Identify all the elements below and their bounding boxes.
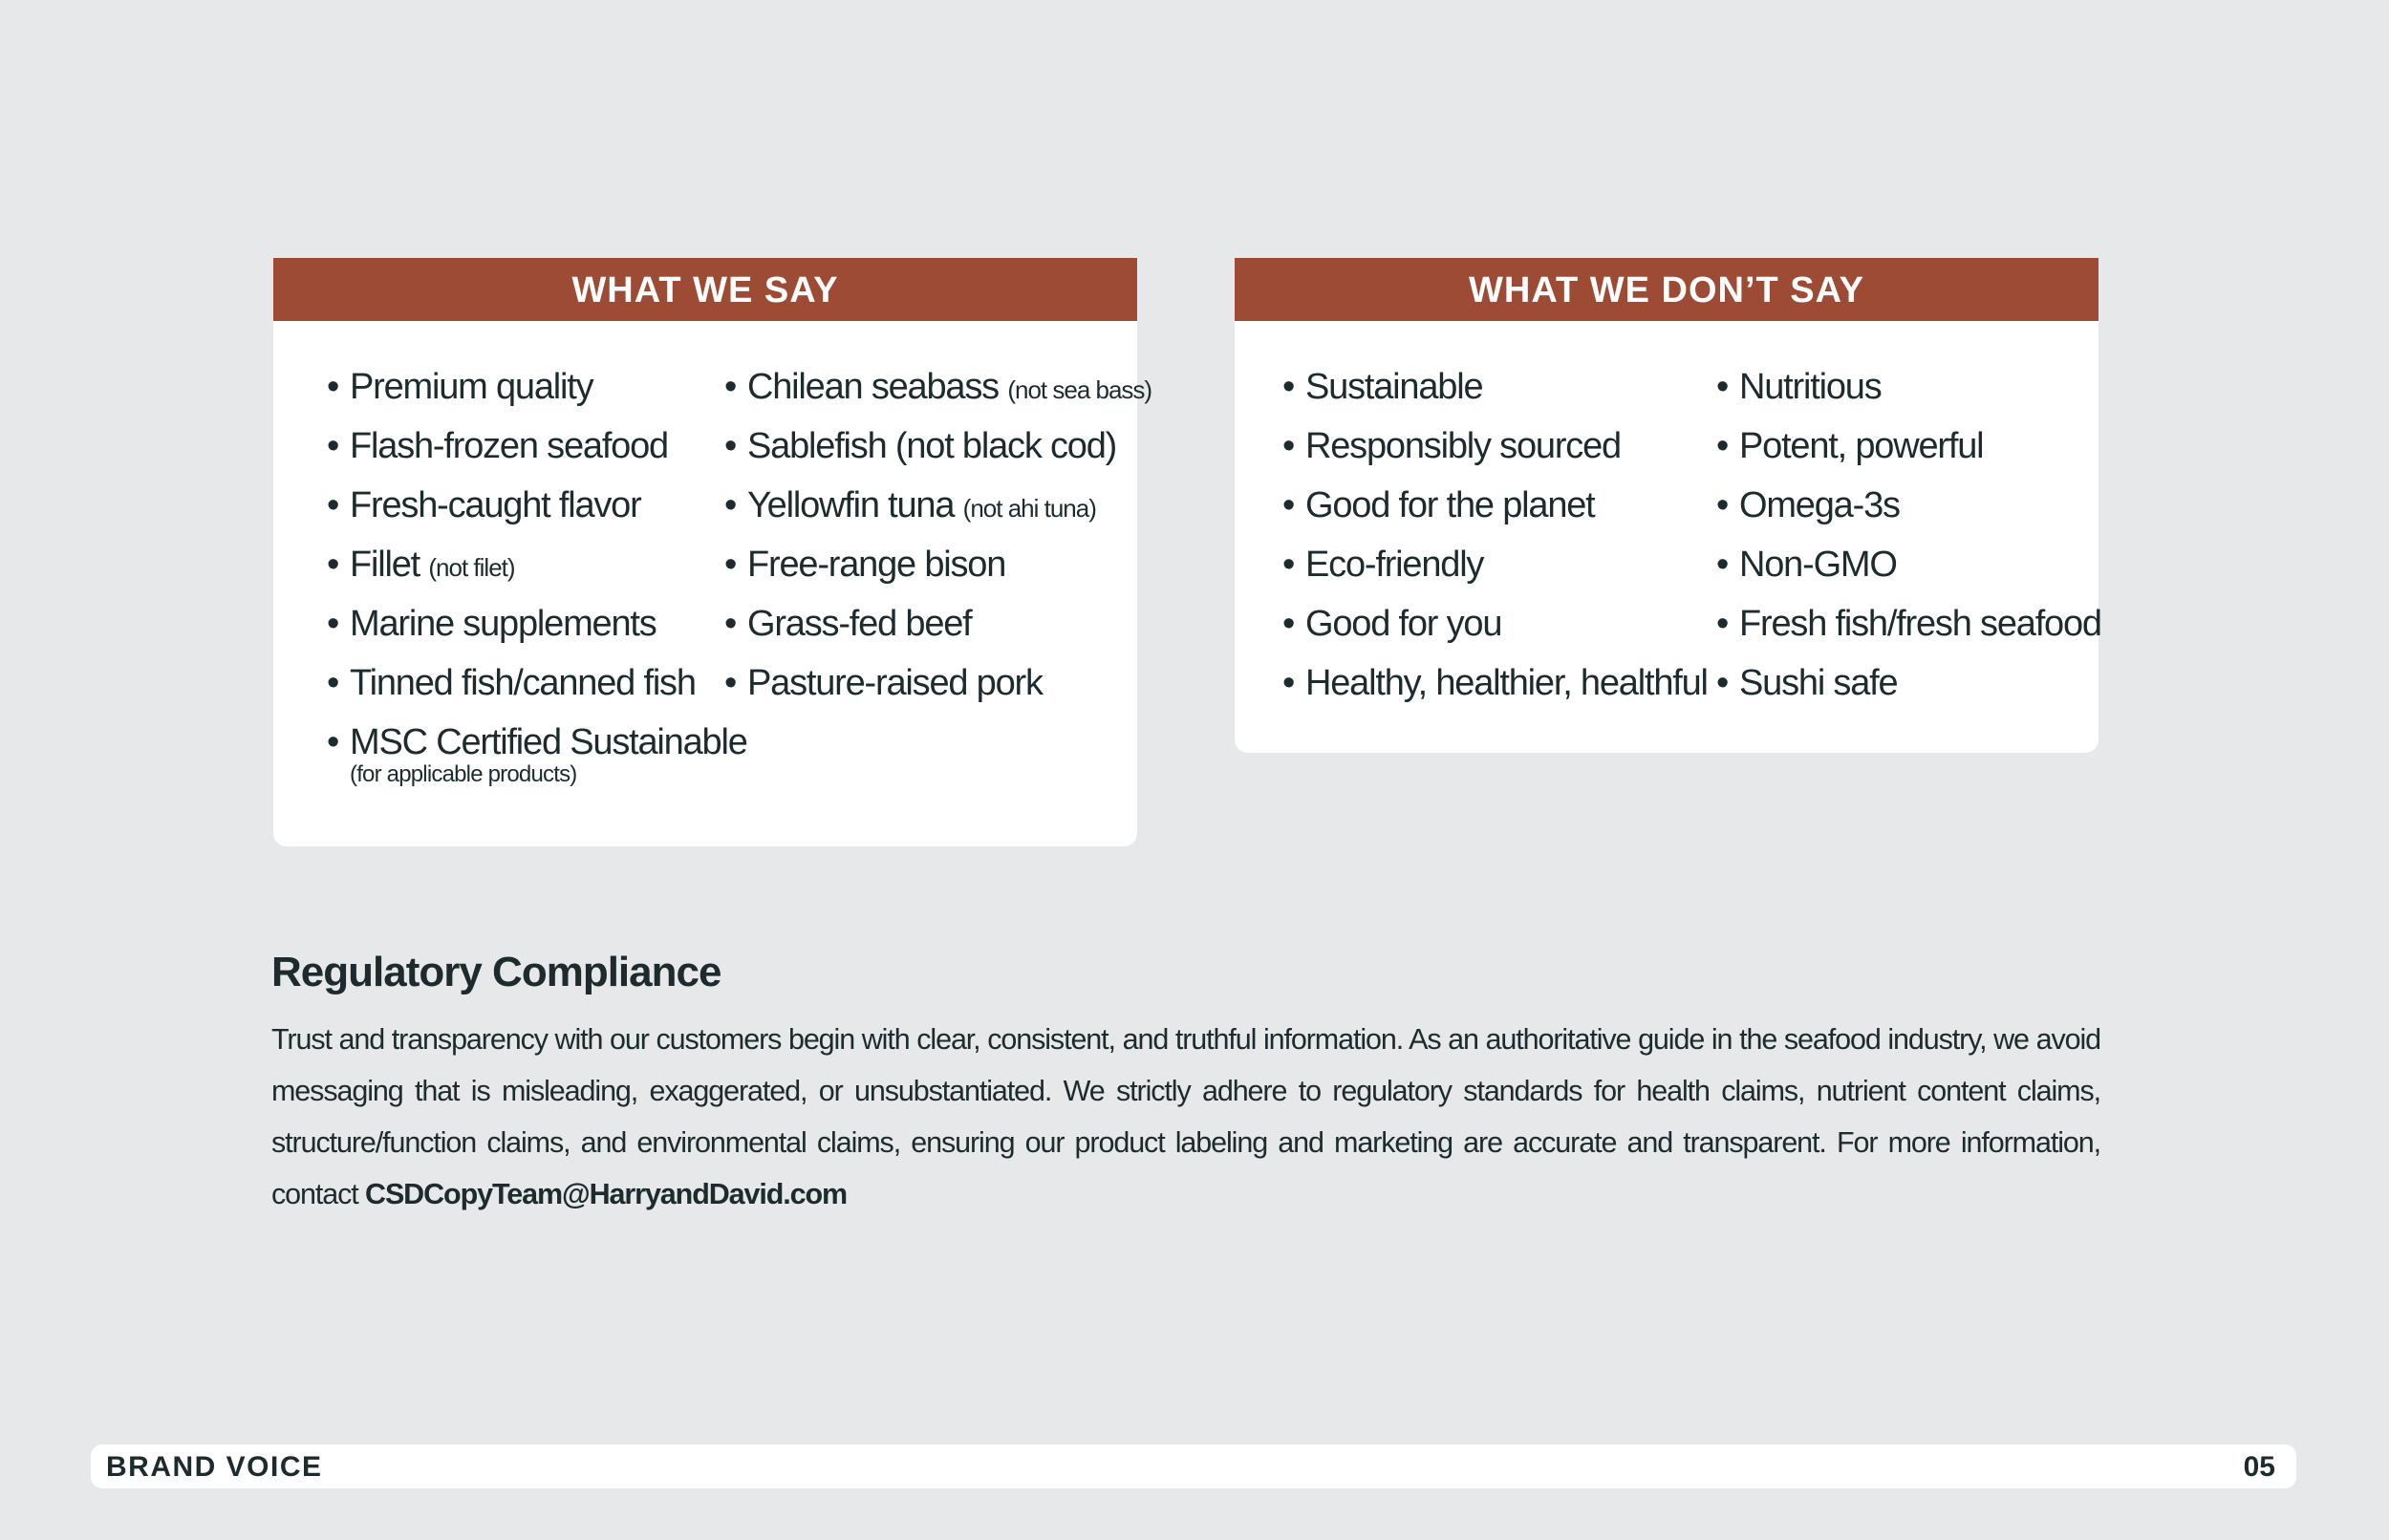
list-item (327, 594, 747, 653)
contact-email[interactable]: CSDCopyTeam@HarryandDavid.com (365, 1178, 848, 1210)
regulatory-compliance-body (271, 1014, 2100, 1220)
item-label: Pasture-raised pork (747, 663, 1043, 703)
what-we-say-title: WHAT WE SAY (273, 258, 1137, 321)
what-we-dont-say-title: WHAT WE DON’T SAY (1235, 258, 2098, 321)
item-label: Yellowfin tuna (747, 485, 955, 525)
item-label: Grass-fed beef (747, 604, 972, 644)
what-we-dont-say-column-2 (1716, 357, 2101, 713)
item-subnote: (for applicable products) (350, 761, 577, 787)
item-label: Sustainable (1305, 367, 1483, 407)
item-label: Healthy, healthier, healthful (1305, 663, 1708, 703)
item-label: Omega-3s (1739, 485, 1900, 525)
list-item (1716, 417, 2101, 476)
item-label: Fresh fish/fresh seafood (1739, 604, 2101, 644)
list-item (724, 535, 1151, 594)
list-item (1282, 535, 1708, 594)
item-label: Sushi safe (1739, 663, 1898, 703)
list-item (1716, 476, 2101, 535)
regulatory-compliance-heading: Regulatory Compliance (271, 949, 721, 995)
item-note: (not filet) (428, 553, 515, 582)
list-item (1716, 535, 2101, 594)
list-item (724, 357, 1151, 417)
list-item (1282, 357, 1708, 417)
item-label: MSC Certified Sustainable (350, 722, 747, 762)
item-label: Fresh-caught flavor (350, 485, 641, 525)
page-footer (91, 1444, 2296, 1488)
list-item (327, 653, 747, 713)
item-label: Good for you (1305, 604, 1502, 644)
list-item (327, 417, 747, 476)
regulatory-body-text: Trust and transparency with our customers begin with clear, consistent, and truthful information. As an authoritative guide in the seafood industry, we avoid messaging that is misleading, exaggerated, or unsubstantiated. We strictly adhere to regulatory standards for health claims, nutrient content claims, structure/function claims, and environmental claims, ensuring our product labeling and marketing are accurate and transparent. For more information, contact (271, 1023, 2100, 1210)
list-item (327, 535, 747, 594)
item-note: (not sea bass) (1007, 375, 1152, 404)
list-item (327, 476, 747, 535)
what-we-say-card (273, 258, 1152, 846)
item-label: Sablefish (not black cod) (747, 426, 1117, 466)
footer-section-label: BRAND VOICE (106, 1451, 323, 1483)
item-label: Flash-frozen seafood (350, 426, 668, 466)
list-item (1282, 653, 1708, 713)
list-item (724, 594, 1151, 653)
item-label: Free-range bison (747, 545, 1006, 585)
list-item (724, 476, 1151, 535)
list-item (1716, 357, 2101, 417)
what-we-dont-say-card (1235, 258, 2101, 753)
list-item (1716, 653, 2101, 713)
item-label: Good for the planet (1305, 485, 1595, 525)
item-label: Premium quality (350, 367, 593, 407)
item-label: Marine supplements (350, 604, 656, 644)
page-number: 05 (2243, 1451, 2275, 1483)
item-label: Eco-friendly (1305, 545, 1484, 585)
item-label: Nutritious (1739, 367, 1882, 407)
what-we-dont-say-column-1 (1282, 357, 1708, 713)
list-item (1282, 594, 1708, 653)
list-item (327, 357, 747, 417)
item-label: Responsibly sourced (1305, 426, 1621, 466)
list-item (724, 653, 1151, 713)
item-label: Chilean seabass (747, 367, 999, 407)
list-item (1282, 417, 1708, 476)
item-note: (not ahi tuna) (962, 494, 1096, 523)
list-item (327, 713, 747, 787)
list-item (724, 417, 1151, 476)
list-item (1716, 594, 2101, 653)
item-label: Non-GMO (1739, 545, 1897, 585)
item-label: Potent, powerful (1739, 426, 1984, 466)
list-item (1282, 476, 1708, 535)
item-label: Tinned fish/canned fish (350, 663, 696, 703)
what-we-say-column-1 (327, 357, 747, 787)
item-label: Fillet (350, 545, 420, 585)
what-we-say-column-2 (724, 357, 1151, 713)
